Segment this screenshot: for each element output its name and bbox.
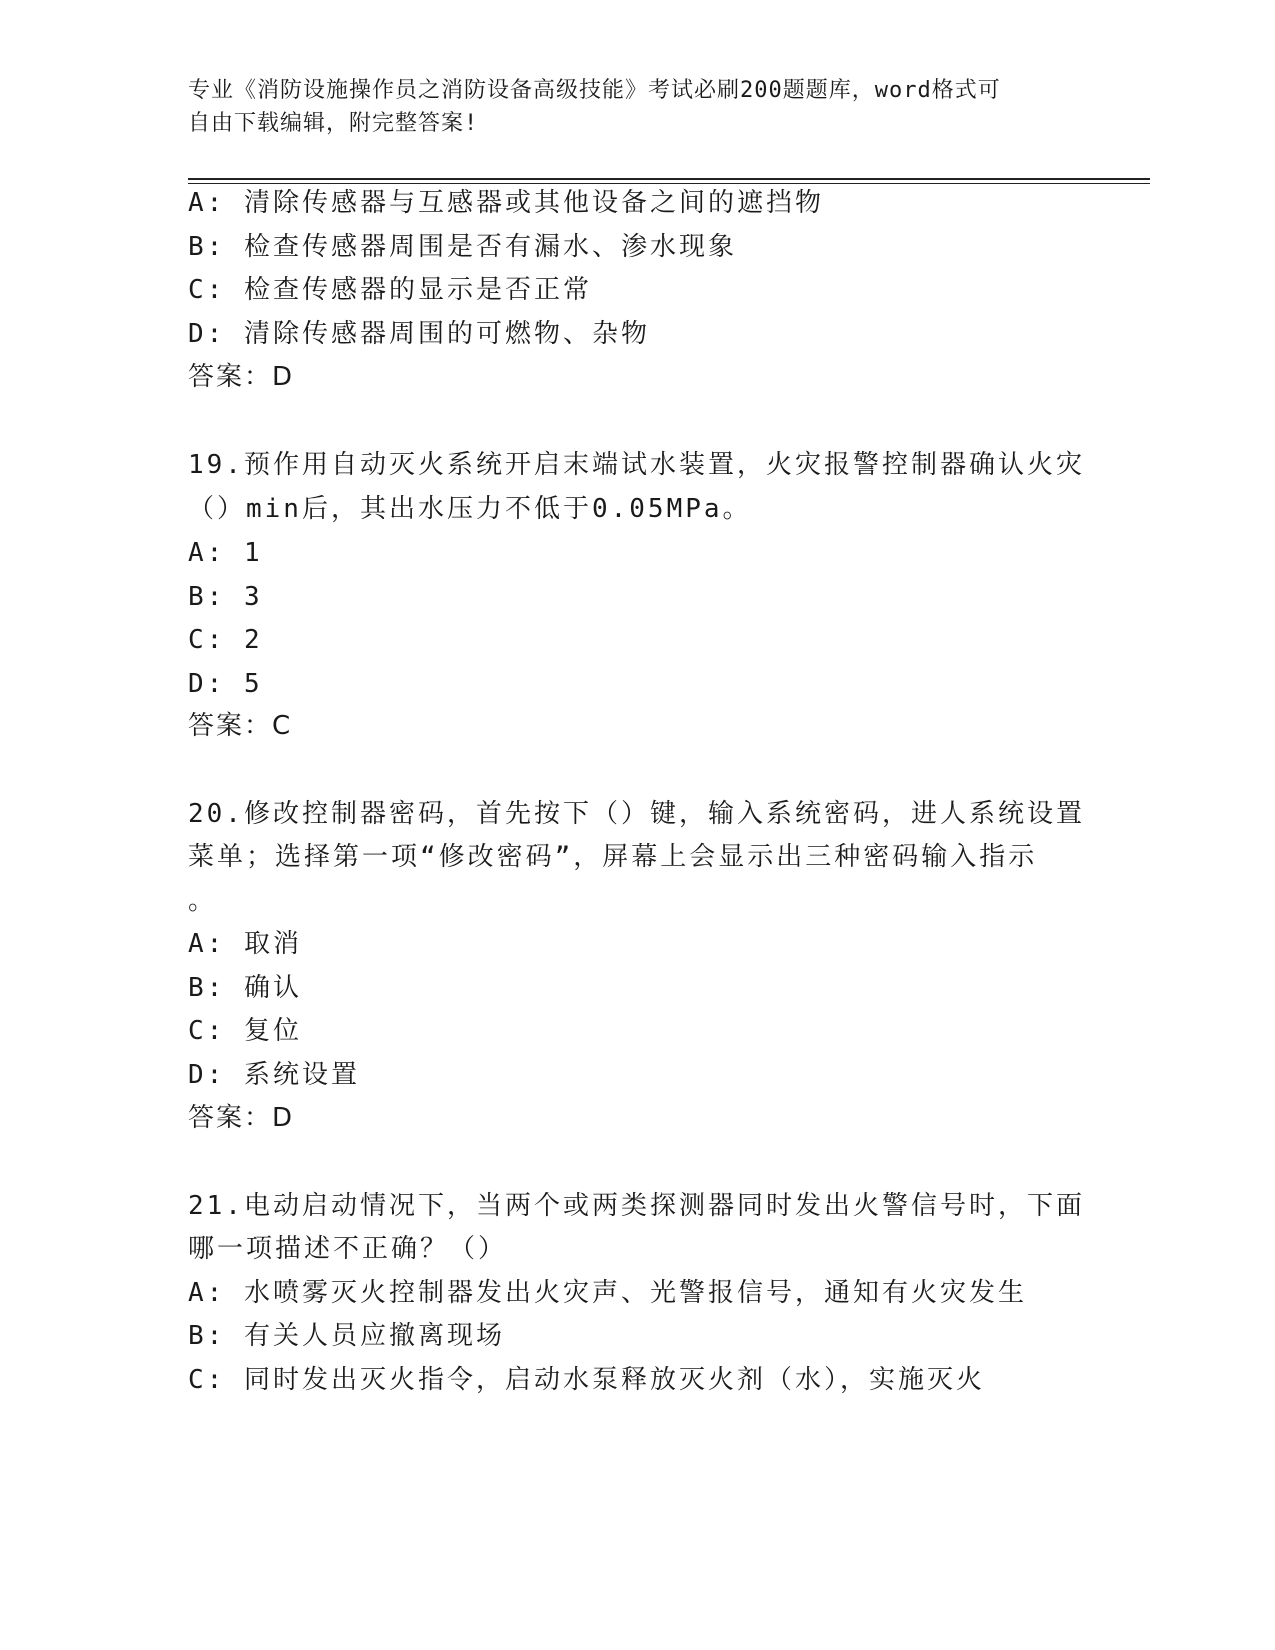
q20-option-b: B: 确认 [188, 973, 302, 1003]
q20-text-line-1: 20.修改控制器密码，首先按下（）键，输入系统密码，进人系统设置 [188, 799, 1085, 829]
q19-option-a: A: 1 [188, 538, 263, 568]
q20-text-line-2: 菜单；选择第一项“修改密码”，屏幕上会显示出三种密码输入指示 [188, 842, 1038, 872]
q20-answer: 答案：D [188, 1103, 295, 1133]
q19-answer: 答案：C [188, 711, 293, 741]
q20-text-line-3: 。 [188, 886, 218, 916]
q20-option-a: A: 取消 [188, 929, 302, 959]
q21-option-a: A: 水喷雾灭火控制器发出火灾声、光警报信号，通知有火灾发生 [188, 1278, 1027, 1308]
q21-option-b: B: 有关人员应撤离现场 [188, 1321, 505, 1351]
q18-option-a: A: 清除传感器与互感器或其他设备之间的遮挡物 [188, 188, 824, 218]
document-header [188, 74, 1088, 140]
q20-option-d: D: 系统设置 [188, 1060, 360, 1090]
q19-text-line-1: 19.预作用自动灭火系统开启末端试水装置，火灾报警控制器确认火灾 [188, 450, 1085, 480]
header-rule-thick [188, 178, 1150, 180]
header-line-2: 自由下载编辑，附完整答案! [188, 111, 479, 136]
q19-option-d: D: 5 [188, 669, 263, 699]
header-line-1: 专业《消防设施操作员之消防设备高级技能》考试必刷200题题库，word格式可 [188, 78, 1001, 103]
q21-text-line-2: 哪一项描述不正确？（） [188, 1234, 508, 1264]
q21-text-line-1: 21.电动启动情况下，当两个或两类探测器同时发出火警信号时，下面 [188, 1191, 1085, 1221]
q19-text-line-2: （）min后，其出水压力不低于0.05MPa。 [188, 494, 752, 524]
q18-option-b: B: 检查传感器周围是否有漏水、渗水现象 [188, 232, 737, 262]
q19-option-b: B: 3 [188, 582, 263, 612]
q18-option-d: D: 清除传感器周围的可燃物、杂物 [188, 319, 650, 349]
q19-option-c: C: 2 [188, 625, 263, 655]
header-rule-thin [188, 183, 1150, 184]
q18-option-c: C: 检查传感器的显示是否正常 [188, 275, 592, 305]
q20-option-c: C: 复位 [188, 1016, 302, 1046]
q18-answer: 答案：D [188, 362, 295, 392]
q21-option-c: C: 同时发出灭火指令，启动水泵释放灭火剂（水），实施灭火 [188, 1365, 985, 1395]
